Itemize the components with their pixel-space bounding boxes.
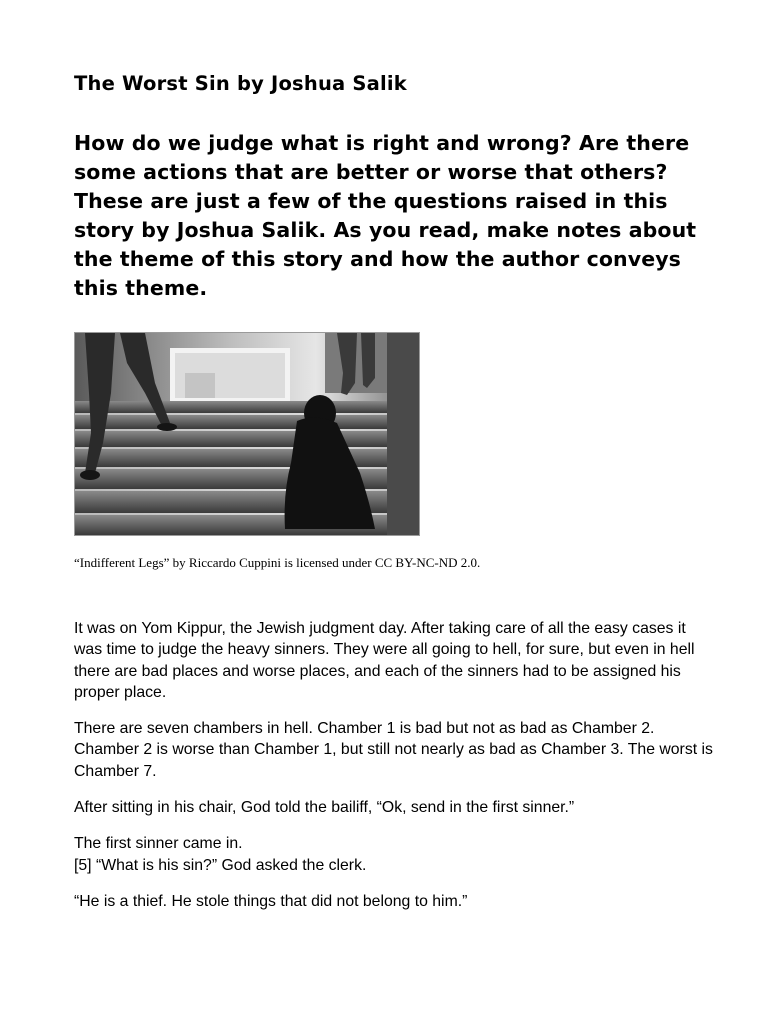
story-line: The first sinner came in. — [74, 835, 243, 853]
story-paragraph: It was on Yom Kippur, the Jewish judgment day. After taking care of all the easy cases it was time to judge the heavy sinners. They were all going to hell, for sure, but even in hell there are bad places and worse places, and each of the sinners had to be assigned his proper place. — [74, 620, 695, 701]
story-line: [5] “What is his sin?” God asked the clerk. — [74, 856, 367, 874]
story-paragraph: After sitting in his chair, God told the bailiff, “Ok, send in the first sinner.” — [74, 799, 575, 817]
story-photo — [74, 332, 420, 536]
story-paragraph — [74, 833, 714, 876]
story-paragraph: There are seven chambers in hell. Chamber 1 is bad but not as bad as Chamber 2. Chamber 2 is worse than Chamber 1, but still not nearly as bad as Chamber 3. The worst is Chamber 7. — [74, 720, 713, 780]
document-title: The Worst Sin by Joshua Salik — [74, 72, 407, 95]
story-paragraph: “He is a thief. He stole things that did not belong to him.” — [74, 892, 468, 910]
photo-caption: “Indifferent Legs” by Riccardo Cuppini is licensed under CC BY-NC-ND 2.0. — [74, 555, 481, 570]
story-body — [74, 618, 714, 927]
intro-paragraph: How do we judge what is right and wrong? Are there some actions that are better or worse that others? These are just a few of the questions raised in this story by Joshua Salik. As you read, make notes about the theme of this story and how the author conveys this theme. — [74, 131, 697, 300]
